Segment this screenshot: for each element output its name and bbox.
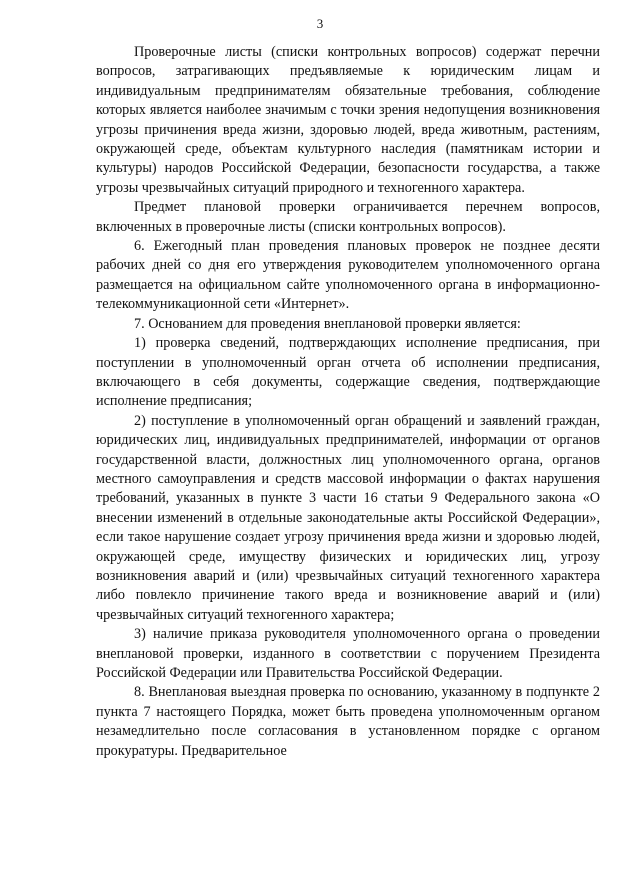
- paragraph-checklists: Проверочные листы (списки контрольных вопросов) содержат перечни вопросов, затрагивающих предъявляемые к юридическим лицам и индивидуальным предпринимателям обязательные требования, соблюдение которых является наиболее значимым с точки зрения недопущения возникновения угрозы причинения вреда жизни, здоровью людей, вреда животным, растениям, окружающей среде, объектам культурного наследия (памятникам истории и культуры) народов Российской Федерации, безопасности государства, а также угрозы чрезвычайных ситуаций природного и техногенного характера.: [96, 44, 600, 196]
- paragraph-planned-inspection-subject: Предмет плановой проверки ограничивается перечнем вопросов, включенных в проверочные листы (списки контрольных вопросов).: [96, 199, 600, 235]
- page-number: 3: [316, 16, 324, 31]
- paragraph-item-8: 8. Внеплановая выездная проверка по основанию, указанному в подпункте 2 пункта 7 настоящего Порядка, может быть проведена уполномоченным органом незамедлительно после согласования в установленном порядке с органом прокуратуры. Предварительное: [96, 684, 600, 759]
- paragraph-item-6: 6. Ежегодный план проведения плановых проверок не позднее десяти рабочих дней со дня его утверждения руководителем уполномоченного органа размещается на официальном сайте уполномоченного органа в информационно-телекоммуникационной сети «Интернет».: [96, 238, 600, 313]
- paragraph-item-7: 7. Основанием для проведения внеплановой проверки является:: [134, 315, 521, 332]
- paragraph-item-7-1: 1) проверка сведений, подтверждающих исполнение предписания, при поступлении в уполномоченный орган отчета об исполнении предписания, включающего в себя документы, содержащие сведения, подтверждающие исполнение предписания;: [96, 335, 600, 410]
- paragraph-item-7-3: 3) наличие приказа руководителя уполномоченного органа о проведении внеплановой проверки, изданного в соответствии с поручением Президента Российской Федерации или Правительства Российской Федерации.: [96, 626, 600, 681]
- document-body: [96, 43, 600, 761]
- paragraph-item-7-2: 2) поступление в уполномоченный орган обращений и заявлений граждан, юридических лиц, индивидуальных предпринимателей, информации от органов государственной власти, должностных лиц уполномоченного органа, органов местного самоуправления и средств массовой информации о фактах нарушения требований, указанных в пункте 3 части 16 статьи 9 Федерального закона «О внесении изменений в отдельные законодательные акты Российской Федерации», если такое нарушение создает угрозу причинения вреда жизни и здоровью людей, окружающей среде, имуществу физических и юридических лиц, угрозу возникновения аварий и (или) чрезвычайных ситуаций техногенного характера либо повлекло причинение такого вреда и возникновение аварий и (или) чрезвычайных ситуаций техногенного характера;: [96, 412, 600, 623]
